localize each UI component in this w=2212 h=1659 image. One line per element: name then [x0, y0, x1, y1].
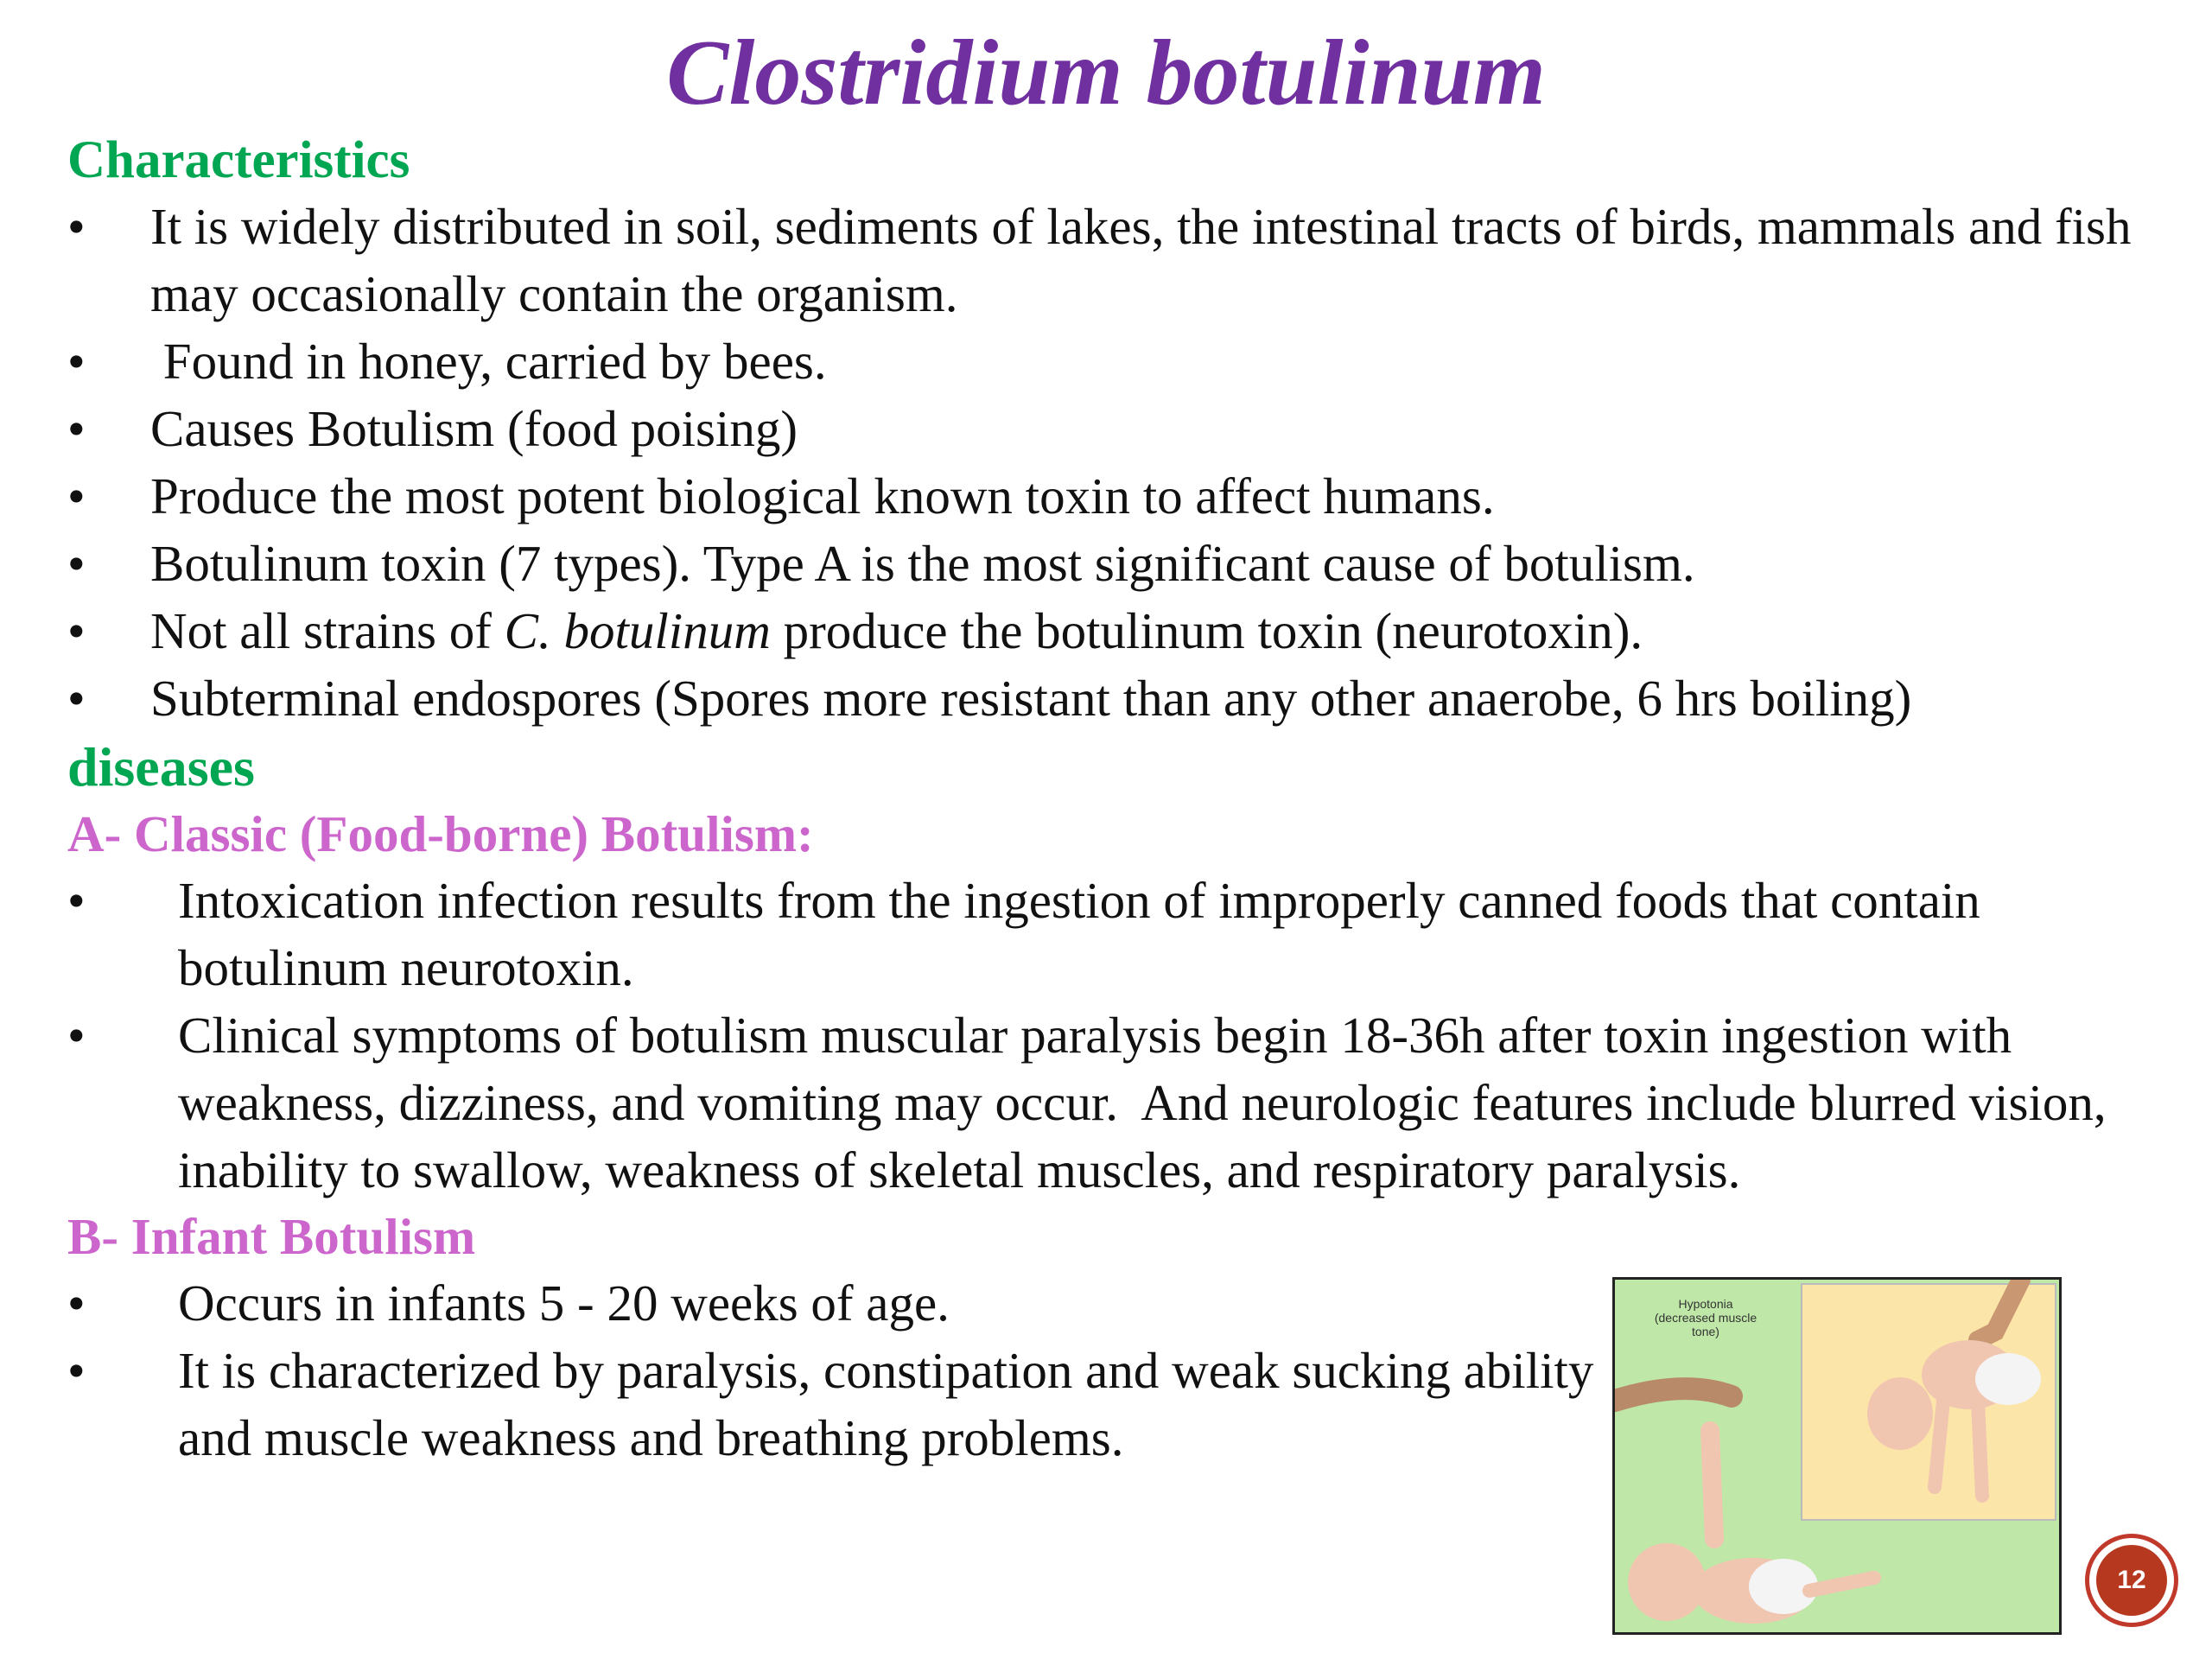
bullet: • — [67, 1342, 86, 1399]
bullet: • — [67, 535, 86, 592]
list-item — [67, 597, 2158, 664]
bullet: • — [67, 333, 86, 390]
list-item — [67, 1269, 1597, 1337]
infant-botulism-list — [67, 1269, 1597, 1471]
list-item — [67, 530, 2158, 597]
list-item-text: Not all strains of C. botulinum produce the botulinum toxin (neurotoxin). — [150, 602, 1643, 659]
bullet: • — [67, 670, 86, 727]
list-item-text: It is characterized by paralysis, constipation and weak sucking ability and muscle weakness and breathing problems. — [178, 1342, 1594, 1466]
infant-botulism-heading: B- Infant Botulism — [67, 1208, 476, 1265]
characteristics-list — [67, 193, 2158, 732]
species-name: C. botulinum — [504, 602, 771, 659]
page-number: 12 — [2096, 1545, 2167, 1616]
list-item-text: Subterminal endospores (Spores more resistant than any other anaerobe, 6 hrs boiling) — [150, 670, 1912, 727]
list-item — [67, 395, 2158, 462]
slide-title: Clostridium botulinum — [666, 22, 1546, 124]
list-item — [67, 1337, 1597, 1471]
list-item — [67, 867, 2193, 1001]
bullet: • — [67, 400, 86, 457]
list-item — [67, 462, 2158, 530]
list-item-text: Botulinum toxin (7 types). Type A is the most significant cause of botulism. — [150, 535, 1695, 592]
list-item-text: It is widely distributed in soil, sediments of lakes, the intestinal tracts of birds, mammals and fish may occasionally contain the organism. — [150, 198, 2132, 322]
page-number-badge — [2085, 1534, 2178, 1627]
bullet: • — [67, 198, 86, 255]
infant-drawing — [1615, 1280, 2062, 1635]
diseases-heading: diseases — [67, 736, 255, 798]
list-item-text: Causes Botulism (food poising) — [150, 400, 798, 457]
list-item-text: Found in honey, carried by bees. — [150, 333, 827, 390]
list-item — [67, 664, 2158, 732]
bullet: • — [67, 1274, 86, 1332]
classic-botulism-heading: A- Classic (Food-borne) Botulism: — [67, 805, 814, 862]
list-item-text: Intoxication infection results from the ingestion of improperly canned foods that contain botulinum neurotoxin. — [178, 872, 1980, 996]
bullet: • — [67, 467, 86, 524]
characteristics-heading: Characteristics — [67, 131, 410, 189]
list-item — [67, 327, 2158, 395]
list-item-text: Produce the most potent biological known toxin to affect humans. — [150, 467, 1495, 524]
classic-botulism-list — [67, 867, 2193, 1204]
list-item-text: Occurs in infants 5 - 20 weeks of age. — [178, 1274, 950, 1332]
bullet: • — [67, 872, 86, 929]
infant-hypotonia-illustration — [1612, 1277, 2062, 1635]
illustration-caption: Hypotonia (decreased muscle tone) — [1654, 1297, 1758, 1338]
bullet: • — [67, 602, 86, 659]
list-item — [67, 193, 2158, 327]
list-item — [67, 1001, 2193, 1204]
list-item-text: Clinical symptoms of botulism muscular paralysis begin 18-36h after toxin ingestion with weakness, dizziness, and vomiting may occur. And neurologic features include blurred vision, inability to swallow, weakness of skeletal muscles, and respiratory paralysis. — [178, 1007, 2120, 1198]
bullet: • — [67, 1007, 86, 1064]
